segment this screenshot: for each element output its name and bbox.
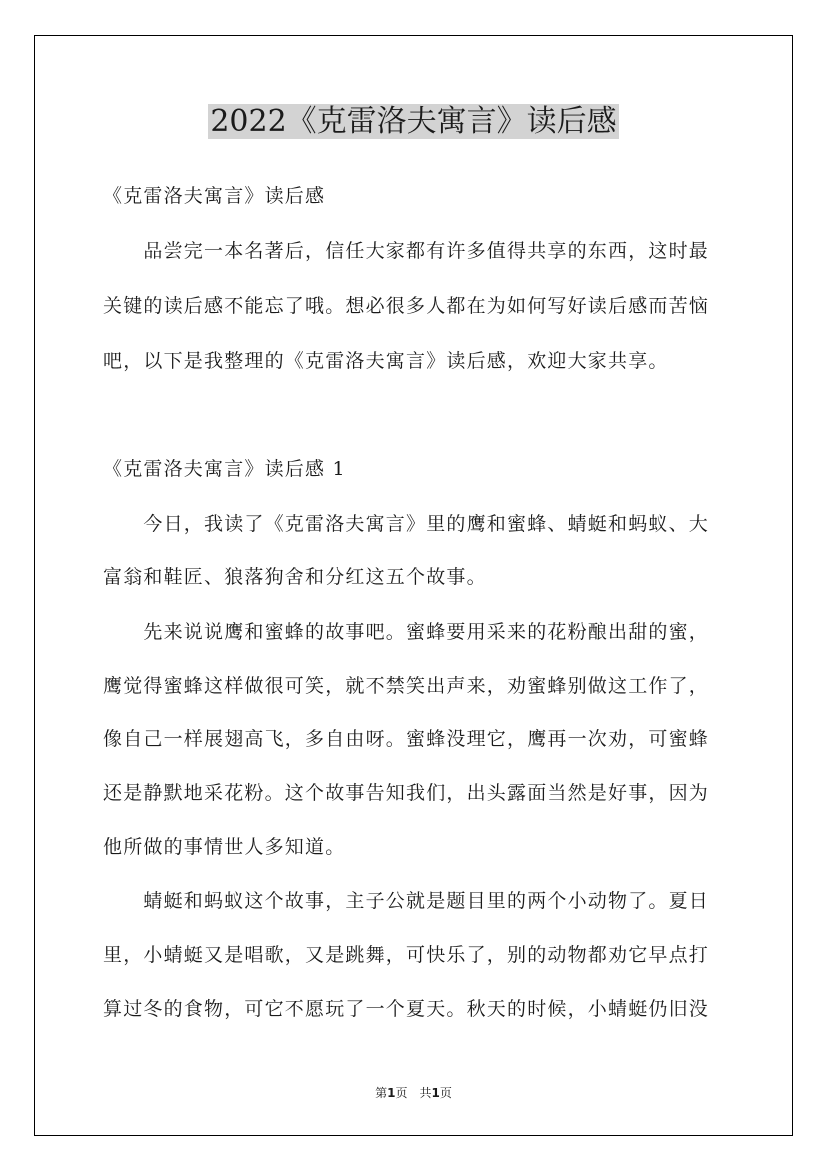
paragraph-line: 里，小蜻蜓又是唱歌，又是跳舞，可快乐了，别的动物都劝它早点打 <box>103 944 710 966</box>
section-heading-1: 《克雷洛夫寓言》读后感 1 <box>103 458 346 480</box>
footer-total-number: 1 <box>431 1086 440 1100</box>
paragraph-line: 像自己一样展翅高飞，多自由呀。蜜蜂没理它，鹰再一次劝，可蜜蜂 <box>103 728 710 750</box>
paragraph-line: 先来说说鹰和蜜蜂的故事吧。蜜蜂要用采来的花粉酿出甜的蜜， <box>103 621 710 643</box>
paragraph-line: 吧，以下是我整理的《克雷洛夫寓言》读后感，欢迎大家共享。 <box>103 350 669 372</box>
footer-total-prefix: 共 <box>419 1086 432 1100</box>
footer-page-prefix: 第 <box>375 1086 388 1100</box>
paragraph-line: 鹰觉得蜜蜂这样做很可笑，就不禁笑出声来，劝蜜蜂别做这工作了， <box>103 675 710 697</box>
paragraph-line: 蜻蜓和蚂蚁这个故事，主子公就是题目里的两个小动物了。夏日 <box>103 890 710 912</box>
footer-page-suffix: 页 <box>395 1086 408 1100</box>
document-title <box>0 100 827 144</box>
paragraph-line: 富翁和鞋匠、狼落狗舍和分红这五个故事。 <box>103 566 487 588</box>
footer-total-suffix: 页 <box>439 1086 452 1100</box>
footer-page-number: 1 <box>387 1086 396 1100</box>
document-title-text: 2022《克雷洛夫寓言》读后感 <box>210 104 617 139</box>
paragraph-line: 品尝完一本名著后，信任大家都有许多值得共享的东西，这时最 <box>103 240 710 262</box>
paragraph-line: 他所做的事情世人多知道。 <box>103 836 346 858</box>
section-heading-intro: 《克雷洛夫寓言》读后感 <box>103 185 326 207</box>
page-footer <box>0 1084 827 1101</box>
paragraph-line: 算过冬的食物，可它不愿玩了一个夏天。秋天的时候，小蜻蜓仍旧没 <box>103 998 710 1020</box>
paragraph-line: 还是静默地采花粉。这个故事告知我们，出头露面当然是好事，因为 <box>103 782 710 804</box>
paragraph-line: 关键的读后感不能忘了哦。想必很多人都在为如何写好读后感而苦恼 <box>103 295 710 317</box>
paragraph-line: 今日，我读了《克雷洛夫寓言》里的鹰和蜜蜂、蜻蜓和蚂蚁、大 <box>103 513 710 535</box>
